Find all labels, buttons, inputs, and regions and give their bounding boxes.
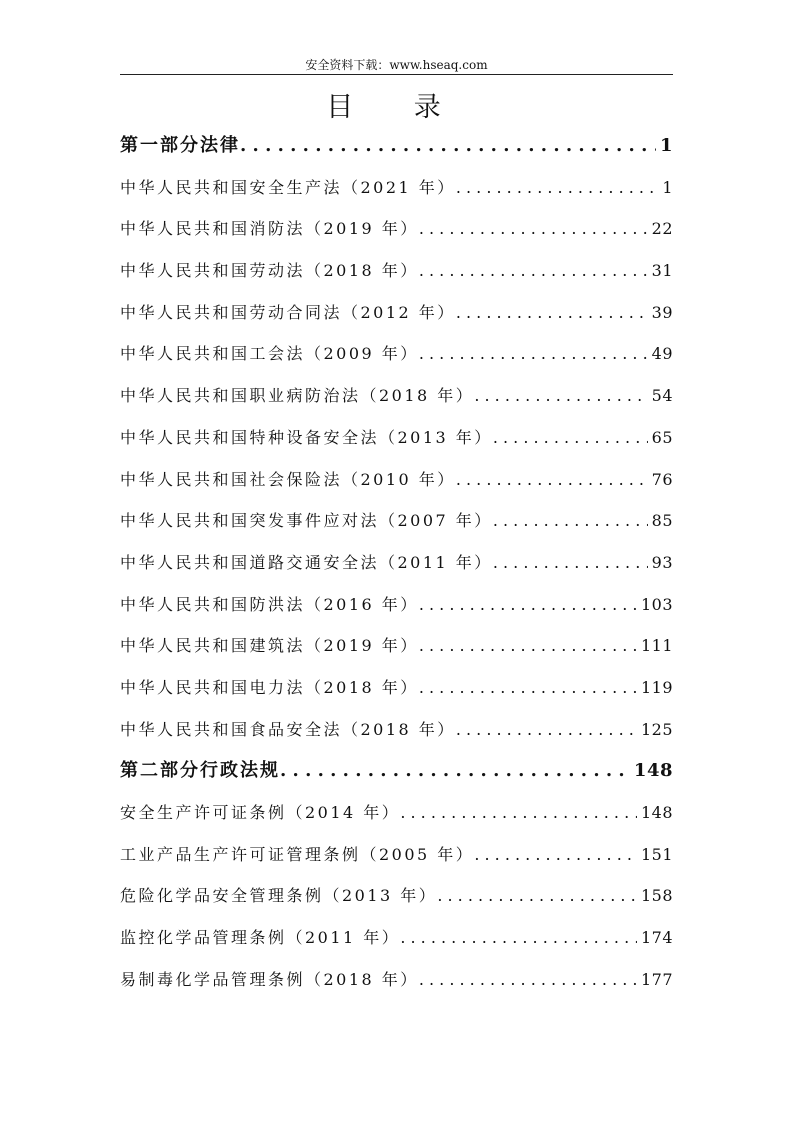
toc-entry[interactable] bbox=[120, 709, 673, 751]
toc-entry[interactable] bbox=[120, 959, 673, 1001]
toc-entry-title: 安全生产许可证条例（2014 年） bbox=[120, 803, 401, 822]
toc-page-number: 85 bbox=[651, 511, 673, 531]
toc-entry-title: 中华人民共和国食品安全法（2018 年） bbox=[120, 719, 456, 739]
toc-page-number: 148 bbox=[640, 803, 673, 822]
page-title: 目 录 bbox=[326, 92, 467, 123]
toc-page-number: 39 bbox=[651, 302, 673, 322]
toc-entry-title: 中华人民共和国建筑法（2019 年） bbox=[120, 636, 419, 656]
dot-leader bbox=[419, 333, 648, 375]
toc-page-number: 119 bbox=[640, 677, 673, 697]
toc-entry-title: 中华人民共和国防洪法（2016 年） bbox=[120, 594, 419, 614]
toc-section-entry[interactable] bbox=[120, 125, 673, 167]
dot-leader bbox=[474, 375, 647, 417]
toc-entry-title: 中华人民共和国工会法（2009 年） bbox=[120, 344, 419, 364]
dot-leader bbox=[456, 292, 648, 334]
dot-leader bbox=[474, 834, 637, 876]
toc-entry-title: 工业产品生产许可证管理条例（2005 年） bbox=[120, 844, 475, 864]
toc-page-number: 158 bbox=[640, 886, 673, 906]
toc-entry[interactable] bbox=[120, 917, 673, 959]
toc-entry-title: 第二部分行政法规 bbox=[120, 760, 280, 782]
toc-section-entry[interactable] bbox=[120, 750, 673, 792]
toc-page-number: 177 bbox=[640, 969, 673, 989]
toc-entry[interactable] bbox=[120, 417, 673, 459]
toc-page-number: 49 bbox=[651, 344, 673, 364]
toc-entry-title: 中华人民共和国社会保险法（2010 年） bbox=[120, 469, 456, 489]
toc-page-number: 65 bbox=[651, 427, 673, 447]
dot-leader bbox=[437, 875, 637, 917]
toc-entry[interactable] bbox=[120, 208, 673, 250]
toc-page-number: 93 bbox=[651, 552, 673, 572]
toc-page-number: 151 bbox=[640, 844, 673, 864]
dot-leader bbox=[493, 417, 648, 459]
toc-entry-title: 中华人民共和国职业病防治法（2018 年） bbox=[120, 386, 475, 406]
toc-page-number: 174 bbox=[640, 928, 673, 948]
toc-entry[interactable] bbox=[120, 250, 673, 292]
toc-entry[interactable] bbox=[120, 667, 673, 709]
dot-leader bbox=[419, 250, 648, 292]
dot-leader bbox=[456, 459, 648, 501]
toc-page-number: 1 bbox=[659, 135, 673, 156]
toc-page-number: 125 bbox=[640, 719, 673, 739]
toc-page-number: 1 bbox=[662, 177, 673, 197]
toc-entry-title: 中华人民共和国电力法（2018 年） bbox=[120, 677, 419, 697]
dot-leader bbox=[419, 584, 637, 626]
dot-leader bbox=[419, 959, 637, 1001]
toc-page-number: 148 bbox=[633, 760, 673, 782]
toc-entry[interactable] bbox=[120, 500, 673, 542]
toc-entry[interactable] bbox=[120, 333, 673, 375]
toc-entry[interactable] bbox=[120, 459, 673, 501]
toc-entry-title: 中华人民共和国道路交通安全法（2011 年） bbox=[120, 552, 493, 572]
dot-leader bbox=[493, 542, 648, 584]
page-header: 安全资料下载：www.hseaq.com bbox=[305, 58, 488, 72]
toc-entry-title: 中华人民共和国安全生产法（2021 年） bbox=[120, 177, 456, 197]
toc-page-number: 103 bbox=[640, 594, 673, 614]
dot-leader bbox=[419, 208, 648, 250]
toc-entry-title: 中华人民共和国特种设备安全法（2013 年） bbox=[120, 427, 493, 447]
toc-entry[interactable] bbox=[120, 584, 673, 626]
toc-entry-title: 中华人民共和国劳动合同法（2012 年） bbox=[120, 302, 456, 322]
table-of-contents bbox=[120, 125, 673, 1000]
toc-page-number: 22 bbox=[651, 219, 673, 239]
header-divider bbox=[120, 74, 673, 75]
toc-entry-title: 中华人民共和国突发事件应对法（2007 年） bbox=[120, 511, 493, 531]
toc-page-number: 31 bbox=[651, 261, 673, 281]
toc-entry-title: 第一部分法律 bbox=[120, 135, 240, 156]
dot-leader bbox=[400, 792, 637, 834]
dot-leader bbox=[419, 625, 637, 667]
dot-leader bbox=[240, 125, 656, 167]
toc-entry-title: 易制毒化学品管理条例（2018 年） bbox=[120, 969, 419, 989]
toc-entry[interactable] bbox=[120, 875, 673, 917]
dot-leader bbox=[493, 500, 648, 542]
toc-entry[interactable] bbox=[120, 834, 673, 876]
toc-entry[interactable] bbox=[120, 625, 673, 667]
toc-entry[interactable] bbox=[120, 542, 673, 584]
dot-leader bbox=[456, 167, 659, 209]
toc-entry-title: 监控化学品管理条例（2011 年） bbox=[120, 928, 401, 948]
dot-leader bbox=[400, 917, 637, 959]
dot-leader bbox=[456, 709, 637, 751]
toc-page-number: 54 bbox=[651, 386, 673, 406]
toc-entry[interactable] bbox=[120, 292, 673, 334]
toc-page-number: 76 bbox=[651, 469, 673, 489]
dot-leader bbox=[419, 667, 637, 709]
toc-entry-title: 中华人民共和国消防法（2019 年） bbox=[120, 219, 419, 239]
toc-entry[interactable] bbox=[120, 375, 673, 417]
dot-leader bbox=[280, 750, 630, 792]
toc-entry-title: 中华人民共和国劳动法（2018 年） bbox=[120, 261, 419, 281]
toc-entry[interactable] bbox=[120, 792, 673, 834]
toc-entry-title: 危险化学品安全管理条例（2013 年） bbox=[120, 886, 438, 906]
toc-page-number: 111 bbox=[640, 636, 673, 656]
toc-entry[interactable] bbox=[120, 167, 673, 209]
